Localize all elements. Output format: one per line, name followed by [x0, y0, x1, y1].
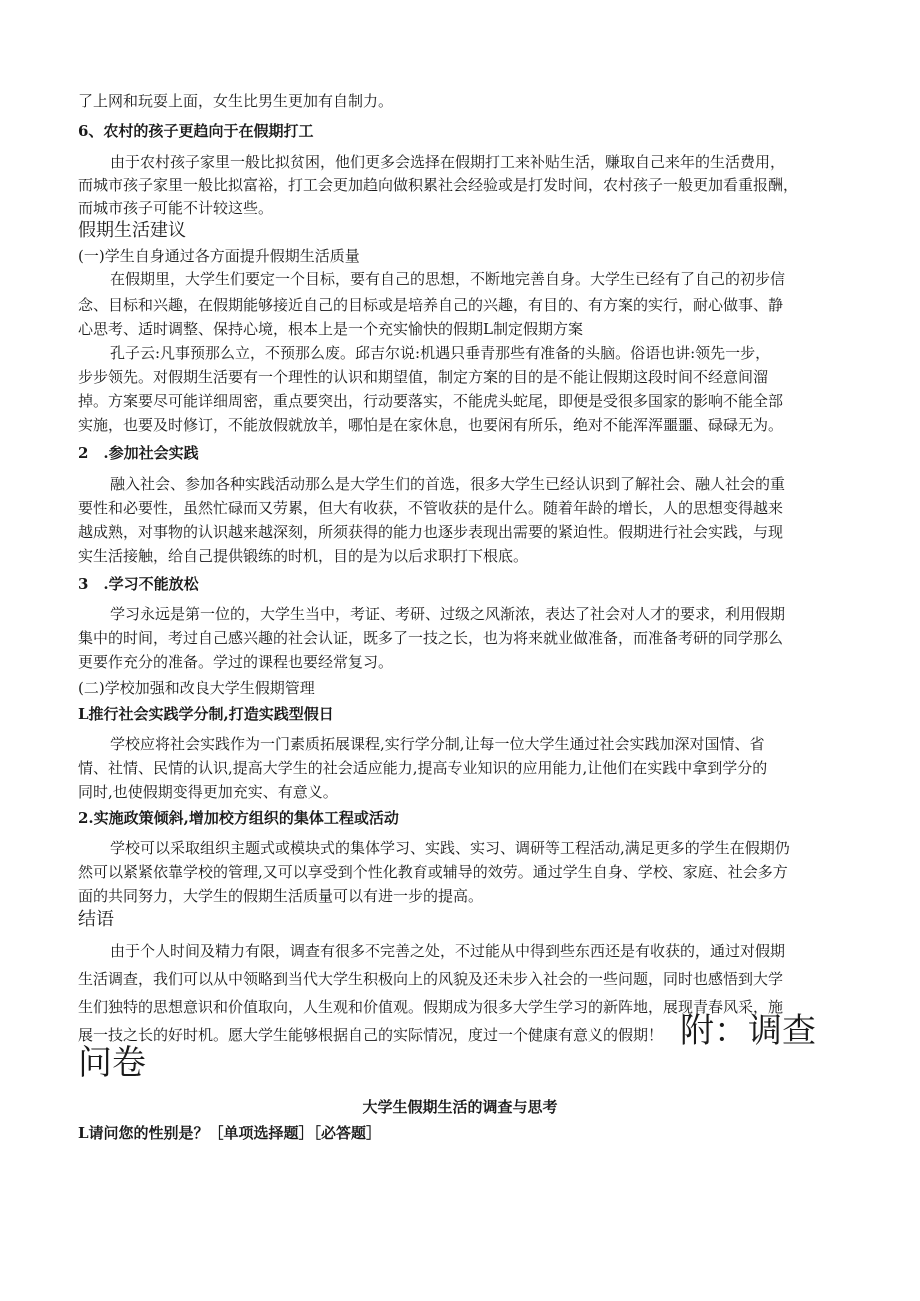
subsection-title: (一)学生自身通过各方面提升假期生活质量 — [78, 247, 360, 265]
paragraph-line: 步步领先。对假期生活要有一个理性的认识和期望值，制定方案的目的是不能让假期这段时间不经意间溜 — [78, 368, 769, 386]
paragraph-line: 而城市孩子可能不计较这些。 — [78, 199, 274, 217]
paragraph-line: 集中的时间，考过自己感兴趣的社会认证，既多了一技之长，也为将来就业做准备，而准备考研的同学那么 — [78, 629, 784, 647]
paragraph-line: 学习永远是第一位的，大学生当中，考证、考研、过级之风渐浓，表达了社会对人才的要求，利用假期 — [110, 605, 786, 623]
paragraph-line: 要性和必要性，虽然忙碌而又劳累，但大有收获，不管收获的是什么。随着年龄的增长，人的思想变得越来 — [78, 499, 784, 517]
paragraph-line: 心思考、适时调整、保持心境，根本上是一个充实愉快的假期L制定假期方案 — [78, 320, 583, 338]
appendix-heading: 附：调查 — [680, 1011, 816, 1051]
paragraph-line: 掉。方案要尽可能详细周密，重点要突出，行动要落实，不能虎头蛇尾，即便是受很多国家的影响不能全部 — [78, 392, 784, 410]
paragraph-line: 由于农村孩子家里一般比拟贫困，他们更多会选择在假期打工来补贴生活，赚取自己来年的生活费用， — [110, 153, 786, 171]
paragraph-line: 越成熟，对事物的认识越来越深刻，所须获得的能力也逐步表现出需要的紧迫性。假期进行社会实践，与现 — [78, 523, 784, 541]
section-title: 假期生活建议 — [78, 220, 186, 241]
paragraph-line: 然可以紧紧依靠学校的管理,又可以享受到个性化教育或辅导的效劳。通过学生自身、学校、家庭、社会多方 — [78, 863, 788, 881]
paragraph-line: 展一技之长的好时机。愿大学生能够根据自己的实际情况，度过一个健康有意义的假期！ — [78, 1026, 664, 1044]
paragraph-line: 同时,也使假期变得更加充实、有意义。 — [78, 783, 338, 801]
section-title: 结语 — [78, 909, 114, 930]
paragraph-line: 面的共同努力，大学生的假期生活质量可以有进一步的提高。 — [78, 887, 484, 905]
paragraph-line: 实施，也要及时修订，不能放假就放羊，哪怕是在家休息，也要闲有所乐，绝对不能浑浑噩噩、碌碌无为。 — [78, 416, 784, 434]
paragraph-line: 更要作充分的准备。学过的课程也要经常复习。 — [78, 653, 394, 671]
paragraph-line: 融入社会、参加各种实践活动那么是大学生们的首选，很多大学生已经认识到了解社会、融人社会的重 — [110, 475, 786, 493]
text-line: 了上网和玩耍上面，女生比男生更加有自制力。 — [78, 92, 394, 110]
paragraph-line: 实生活接触，给自己提供锻练的时机，目的是为以后求职打下根底。 — [78, 547, 529, 565]
subheading: 3 .学习不能放松 — [78, 575, 199, 593]
paragraph-line: 生们独特的思想意识和价值取向，人生观和价值观。假期成为很多大学生学习的新阵地，展现青春风采，施 — [78, 998, 784, 1016]
paragraph-line: 在假期里，大学生们要定一个目标，要有自己的思想，不断地完善自身。大学生已经有了自己的初步信 — [110, 270, 786, 288]
subsection-title: (二)学校加强和改良大学生假期管理 — [78, 679, 315, 697]
paragraph-line: 念、目标和兴趣，在假期能够接近自己的目标或是培养自己的兴趣，有目的、有方案的实行，耐心做事、静 — [78, 296, 784, 314]
subheading: 6、农村的孩子更趋向于在假期打工 — [78, 122, 314, 140]
survey-question: L请问您的性别是？［单项选择题］［必答题］ — [78, 1124, 382, 1142]
paragraph-line: 由于个人时间及精力有限，调查有很多不完善之处，不过能从中得到些东西还是有收获的，通过对假期 — [110, 942, 786, 960]
paragraph-line: 生活调查，我们可以从中领略到当代大学生积极向上的风貌及还未步入社会的一些问题，同时也感悟到大学 — [78, 970, 784, 988]
survey-title: 大学生假期生活的调查与思考 — [362, 1098, 558, 1116]
subheading: 2 .参加社会实践 — [78, 444, 199, 462]
paragraph-line: 学校可以采取组织主题式或模块式的集体学习、实践、实习、调研等工程活动,满足更多的学生在假期仍 — [110, 839, 790, 857]
paragraph-line: 情、社情、民情的认识,提高大学生的社会适应能力,提高专业知识的应用能力,让他们在实践中拿到学分的 — [78, 759, 768, 777]
paragraph-line: 学校应将社会实践作为一门素质拓展课程,实行学分制,让每一位大学生通过社会实践加深对国情、省 — [110, 735, 765, 753]
subheading: 2.实施政策倾斜,增加校方组织的集体工程或活动 — [78, 809, 399, 827]
subheading: L推行社会实践学分制,打造实践型假日 — [78, 705, 334, 723]
paragraph-line: 孔子云:凡事预那么立，不预那么废。邱吉尔说:机遇只垂青那些有准备的头脑。俗语也讲:领先一步， — [110, 344, 771, 362]
paragraph-line: 而城市孩子家里一般比拟富裕，打工会更加趋向做积累社会经验或是打发时间，农村孩子一般更加看重报酬， — [78, 176, 799, 194]
appendix-heading-cont: 问卷 — [78, 1043, 146, 1083]
